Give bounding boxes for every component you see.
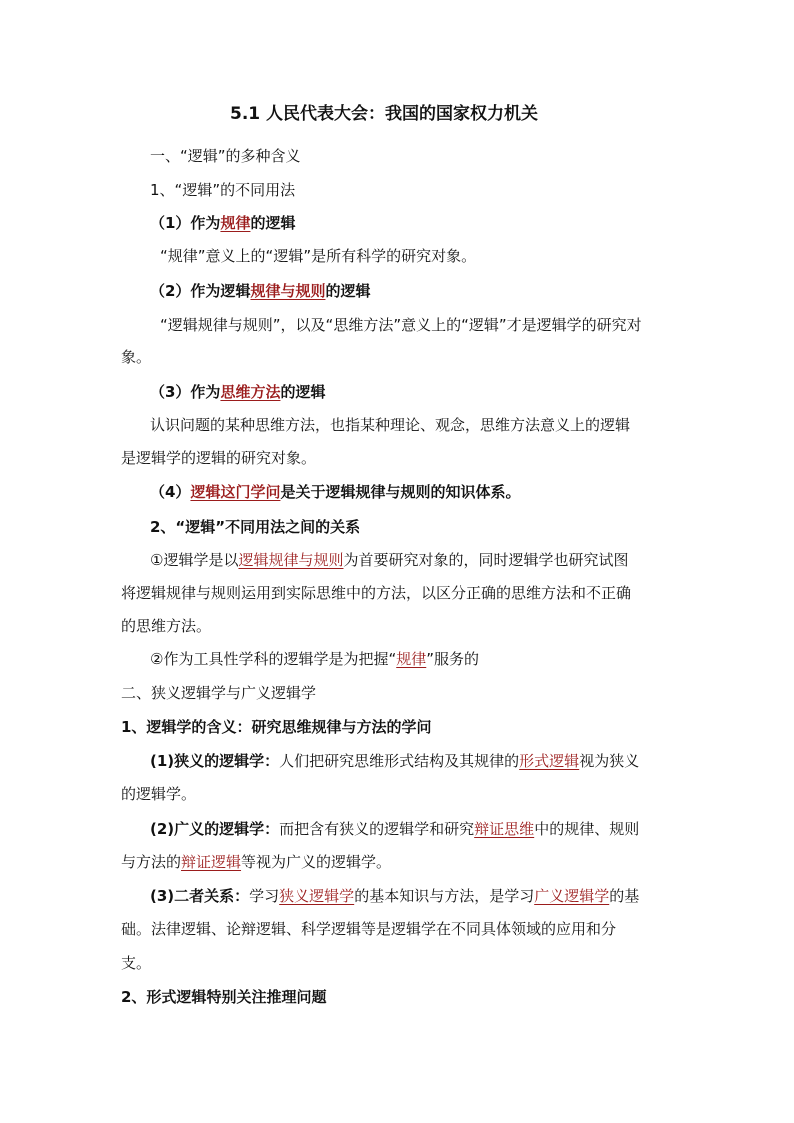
item-1: [150, 212, 295, 234]
narrow-logic-line-2: 的逻辑学。: [121, 785, 197, 803]
broad-logic-suffix: 中的规律、规则: [534, 820, 640, 838]
item-4-highlight: 逻辑这门学问: [190, 483, 281, 501]
paragraph-3-line-2: 是逻辑学的逻辑的研究对象。: [121, 449, 317, 467]
narrow-logic-prefix: 人们把研究思维形式结构及其规律的: [279, 752, 520, 770]
item-1-highlight: 规律: [220, 214, 251, 232]
broad-logic-line-2-highlight: 辩证逻辑: [181, 853, 242, 871]
relation-2: [150, 648, 479, 670]
relationship-highlight-2: 广义逻辑学: [534, 887, 610, 905]
relation-1-suffix: 为首要研究对象的，同时逻辑学也研究试图: [343, 551, 629, 569]
relationship-line-3: 支。: [121, 954, 152, 972]
item-2: [150, 280, 370, 302]
item-2-highlight: 规律与规则: [250, 282, 326, 300]
relationship-highlight-1: 狭义逻辑学: [279, 887, 355, 905]
relation-1-line-1: [150, 549, 628, 571]
relation-2-prefix: ②作为工具性学科的逻辑学是为把握“: [150, 650, 397, 668]
relation-1-highlight: 逻辑规律与规则: [238, 551, 344, 569]
item-3: [150, 381, 325, 403]
broad-logic-line-1: [150, 818, 639, 840]
broad-logic-label: (2)广义的逻辑学：: [150, 820, 280, 838]
item-3-highlight: 思维方法: [220, 383, 281, 401]
item-2-suffix: 的逻辑: [325, 282, 371, 300]
item-1-suffix: 的逻辑: [250, 214, 296, 232]
narrow-logic-label: (1)狭义的逻辑学：: [150, 752, 280, 770]
relationship-suffix: 的基: [609, 887, 640, 905]
item-4-prefix: （4）: [150, 483, 191, 501]
broad-logic-prefix: 而把含有狭义的逻辑学和研究: [279, 820, 475, 838]
item-2-prefix: （2）作为逻辑: [150, 282, 251, 300]
page-title: 5.1 人民代表大会：我国的国家权力机关: [230, 104, 539, 124]
item-3-suffix: 的逻辑: [280, 383, 326, 401]
section-heading-2: 二、狭义逻辑学与广义逻辑学: [121, 684, 317, 702]
relationship-line-2: 础。法律逻辑、论辩逻辑、科学逻辑等是逻辑学在不同具体领域的应用和分: [121, 920, 617, 938]
relationship-line-1: [150, 885, 639, 907]
broad-logic-line-2-prefix: 与方法的: [121, 853, 182, 871]
broad-logic-line-2-suffix: 等视为广义的逻辑学。: [241, 853, 392, 871]
relationship-middle: 的基本知识与方法，是学习: [354, 887, 535, 905]
item-4-suffix: 是关于逻辑规律与规则的知识体系。: [280, 483, 521, 501]
paragraph-2-line-1: “逻辑规律与规则”，以及“思维方法”意义上的“逻辑”才是逻辑学的研究对: [160, 316, 642, 334]
item-4: [150, 481, 520, 503]
narrow-logic-suffix: 视为狭义: [579, 752, 640, 770]
relationship-prefix: 学习: [249, 887, 280, 905]
relation-1-line-2: 将逻辑规律与规则运用到实际思维中的方法，以区分正确的思维方法和不正确: [121, 584, 632, 602]
paragraph-1: “规律”意义上的“逻辑”是所有科学的研究对象。: [160, 247, 477, 265]
broad-logic-line-2: [121, 851, 391, 873]
broad-logic-highlight: 辩证思维: [474, 820, 535, 838]
subsection-heading-1-2: 2、“逻辑”不同用法之间的关系: [150, 518, 361, 536]
section-heading-1: 一、“逻辑”的多种含义: [150, 147, 301, 165]
paragraph-2-line-2: 象。: [121, 348, 152, 366]
item-1-prefix: （1）作为: [150, 214, 221, 232]
relation-2-suffix: ”服务的: [426, 650, 480, 668]
paragraph-3-line-1: 认识问题的某种思维方法，也指某种理论、观念，思维方法意义上的逻辑: [150, 416, 631, 434]
item-3-prefix: （3）作为: [150, 383, 221, 401]
relation-1-prefix: ①逻辑学是以: [150, 551, 239, 569]
relation-2-highlight: 规律: [396, 650, 427, 668]
relationship-label: (3)二者关系：: [150, 887, 250, 905]
subsection-heading-1-1: 1、“逻辑”的不同用法: [150, 181, 296, 199]
narrow-logic-line-1: [150, 750, 639, 772]
subsection-heading-2-2: 2、形式逻辑特别关注推理问题: [121, 988, 327, 1006]
subsection-heading-2-1: 1、逻辑学的含义：研究思维规律与方法的学问: [121, 718, 432, 736]
relation-1-line-3: 的思维方法。: [121, 617, 212, 635]
narrow-logic-highlight: 形式逻辑: [519, 752, 580, 770]
